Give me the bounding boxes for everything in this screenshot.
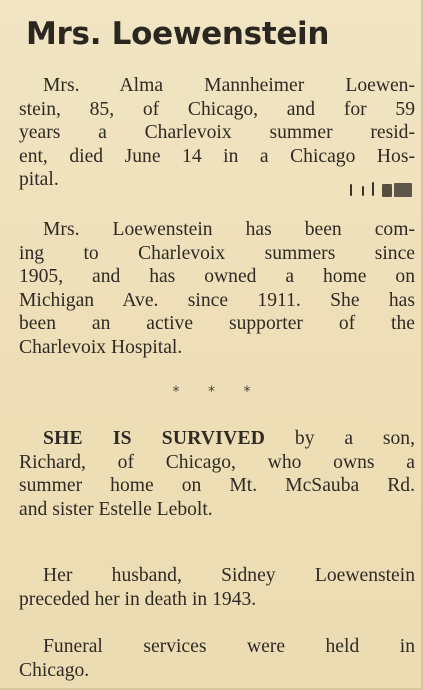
text-line: stein, 85, of Chicago, and for 59: [19, 98, 415, 120]
text-line: years a Charlevoix summer resid-: [19, 122, 415, 143]
section-separator: * * *: [172, 384, 263, 400]
paragraph-death-notice: [19, 74, 415, 192]
text-line: [19, 427, 415, 451]
text-line: Chicago.: [19, 659, 90, 681]
text-line: 1905, and has owned a home on: [19, 266, 415, 287]
text-line: ing to Charlevoix summers since: [19, 242, 415, 264]
paragraph-survivors: [19, 427, 415, 521]
paragraph-funeral: [19, 635, 415, 682]
paragraph-husband: [19, 564, 415, 611]
text-line: Richard, of Chicago, who owns a: [19, 451, 415, 473]
text-line: Her husband, Sidney Loewenstein: [43, 565, 415, 586]
text-line: Charlevoix Hospital.: [19, 336, 183, 358]
text-line: Michigan Ave. since 1911. She has: [19, 289, 415, 311]
obituary-headline: Mrs. Loewenstein: [26, 16, 330, 52]
text-line: Mrs. Alma Mannheimer Loewen-: [43, 75, 415, 96]
text-line: and sister Estelle Lebolt.: [19, 498, 213, 520]
text-line-rest: by a son,: [265, 428, 415, 449]
ink-smudge-mark: [348, 180, 414, 200]
text-line: Mrs. Loewenstein has been com-: [43, 219, 415, 240]
text-line: been an active supporter of the: [19, 313, 415, 334]
text-line: Funeral services were held in: [43, 636, 415, 657]
text-line: ent, died June 14 in a Chicago Hos-: [19, 145, 415, 167]
paragraph-charlevoix-history: [19, 218, 415, 359]
text-line: summer home on Mt. McSauba Rd.: [19, 475, 415, 496]
text-line: preceded her in death in 1943.: [19, 588, 257, 610]
lead-in-text: SHE IS SURVIVED: [43, 428, 266, 449]
text-line: pital.: [19, 169, 59, 190]
